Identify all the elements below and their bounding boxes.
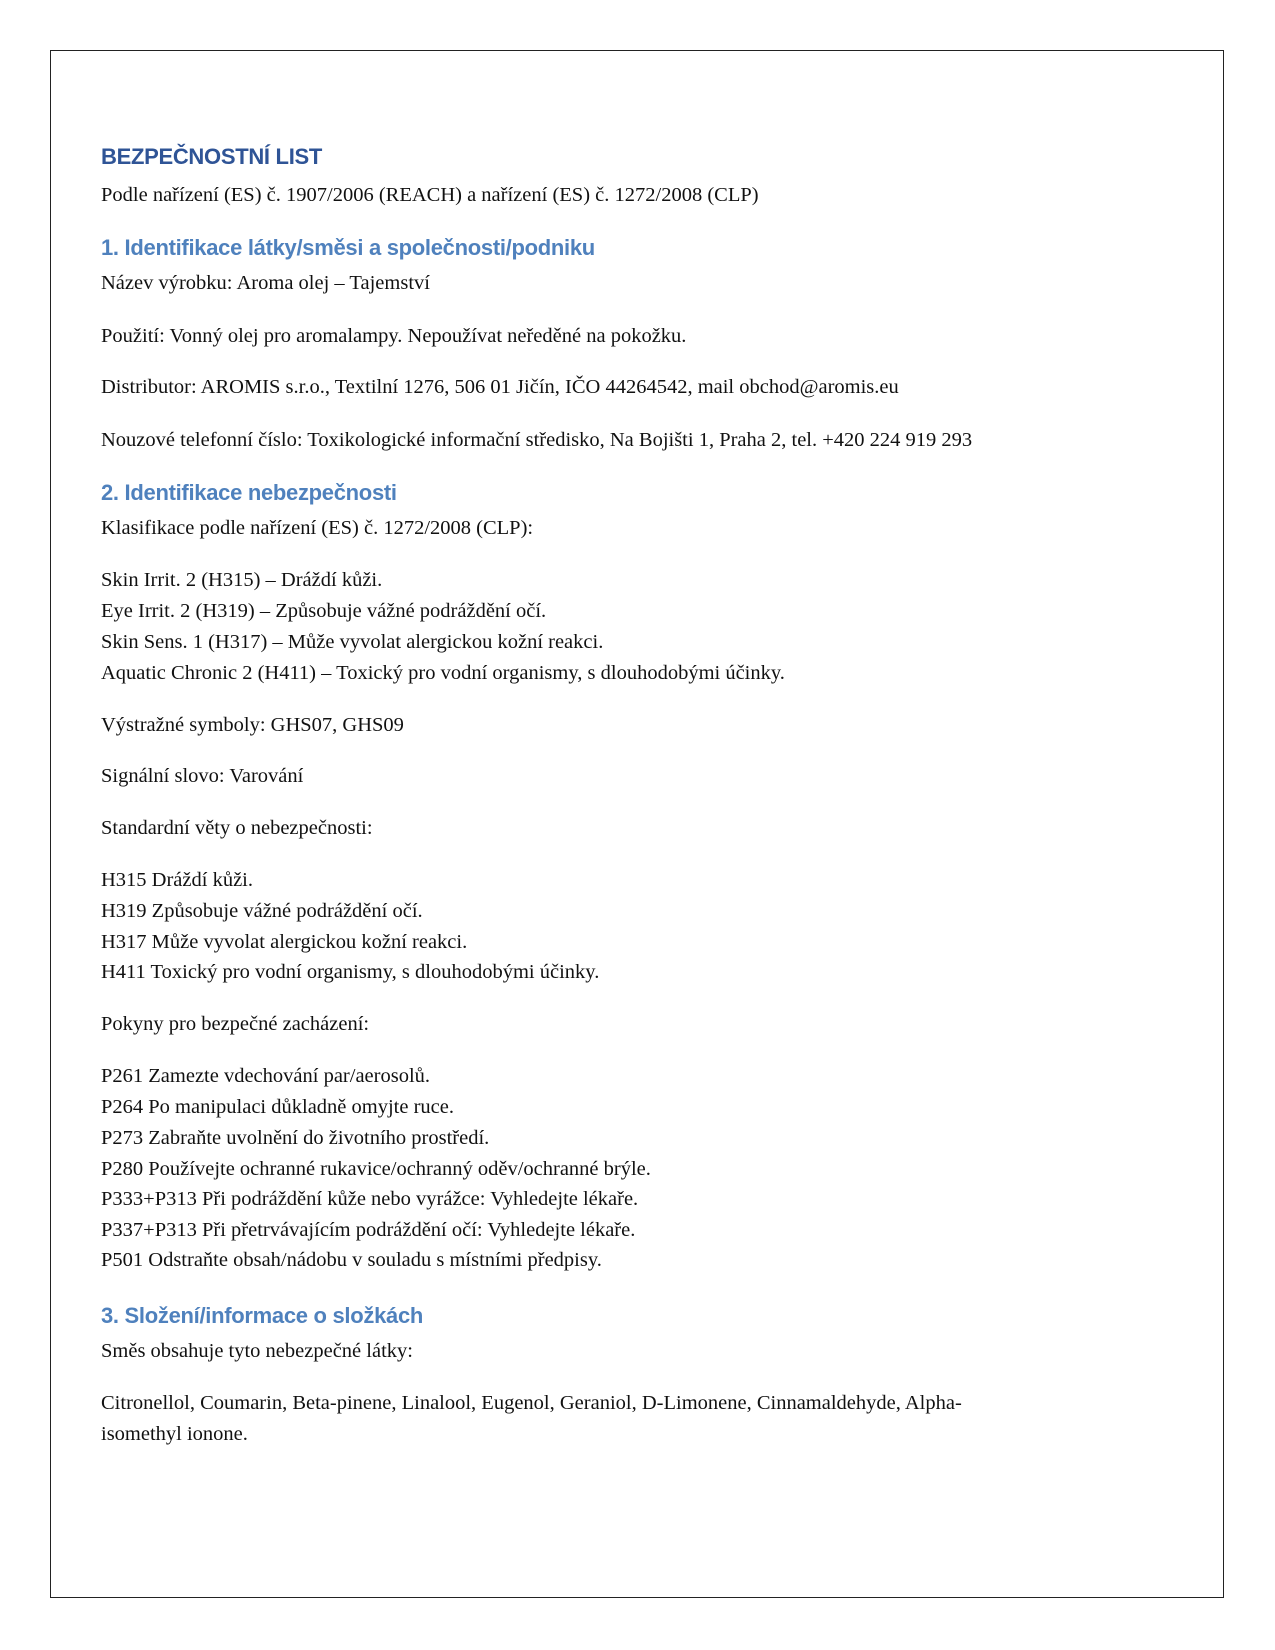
document-title: BEZPEČNOSTNÍ LIST bbox=[101, 144, 323, 169]
classification-item: Skin Sens. 1 (H317) – Může vyvolat alergickou kožní reakci. bbox=[101, 631, 604, 653]
substances-list-continued: isomethyl ionone. bbox=[101, 1423, 248, 1445]
section-3-heading: 3. Složení/informace o složkách bbox=[101, 1303, 424, 1328]
product-use: Použití: Vonný olej pro aromalampy. Nepoužívat neředěné na pokožku. bbox=[101, 325, 687, 347]
distributor: Distributor: AROMIS s.r.o., Textilní 1276, 506 01 Jičín, IČO 44264542, mail obchod@aromis.eu bbox=[101, 376, 899, 398]
classification-item: Skin Irrit. 2 (H315) – Dráždí kůži. bbox=[101, 569, 383, 591]
hazard-symbols: Výstražné symboly: GHS07, GHS09 bbox=[101, 714, 404, 736]
classification-item: Aquatic Chronic 2 (H411) – Toxický pro vodní organismy, s dlouhodobými účinky. bbox=[101, 662, 785, 684]
h-statement: H315 Dráždí kůži. bbox=[101, 869, 253, 891]
p-statement: P273 Zabraňte uvolnění do životního prostředí. bbox=[101, 1127, 490, 1149]
p-statement: P261 Zamezte vdechování par/aerosolů. bbox=[101, 1065, 431, 1087]
p-statement: P501 Odstraňte obsah/nádobu v souladu s místními předpisy. bbox=[101, 1249, 602, 1271]
p-statement: P264 Po manipulaci důkladně omyjte ruce. bbox=[101, 1096, 454, 1118]
p-statement: P333+P313 Při podráždění kůže nebo vyrážce: Vyhledejte lékaře. bbox=[101, 1188, 639, 1210]
signal-word: Signální slovo: Varování bbox=[101, 765, 304, 787]
regulation-subtitle: Podle nařízení (ES) č. 1907/2006 (REACH) a nařízení (ES) č. 1272/2008 (CLP) bbox=[101, 184, 759, 206]
product-name: Název výrobku: Aroma olej – Tajemství bbox=[101, 272, 430, 294]
h-statement: H411 Toxický pro vodní organismy, s dlouhodobými účinky. bbox=[101, 961, 600, 983]
h-statement: H319 Způsobuje vážné podráždění očí. bbox=[101, 900, 423, 922]
composition-intro: Směs obsahuje tyto nebezpečné látky: bbox=[101, 1340, 413, 1362]
classification-item: Eye Irrit. 2 (H319) – Způsobuje vážné podráždění očí. bbox=[101, 600, 547, 622]
substances-list: Citronellol, Coumarin, Beta-pinene, Linalool, Eugenol, Geraniol, D-Limonene, Cinnamaldehyde, Alpha- bbox=[101, 1392, 962, 1414]
classification-label: Klasifikace podle nařízení (ES) č. 1272/2008 (CLP): bbox=[101, 517, 534, 539]
p-statements-label: Pokyny pro bezpečné zacházení: bbox=[101, 1013, 370, 1035]
section-2-heading: 2. Identifikace nebezpečnosti bbox=[101, 480, 397, 505]
h-statements-label: Standardní věty o nebezpečnosti: bbox=[101, 817, 373, 839]
h-statement: H317 Může vyvolat alergickou kožní reakci. bbox=[101, 931, 468, 953]
section-1-heading: 1. Identifikace látky/směsi a společnosti/podniku bbox=[101, 235, 595, 260]
p-statement: P337+P313 Při přetrvávajícím podráždění očí: Vyhledejte lékaře. bbox=[101, 1219, 636, 1241]
emergency-phone: Nouzové telefonní číslo: Toxikologické informační středisko, Na Bojišti 1, Praha 2, tel. +420 224 919 293 bbox=[101, 429, 973, 451]
p-statement: P280 Používejte ochranné rukavice/ochranný oděv/ochranné brýle. bbox=[101, 1158, 651, 1180]
